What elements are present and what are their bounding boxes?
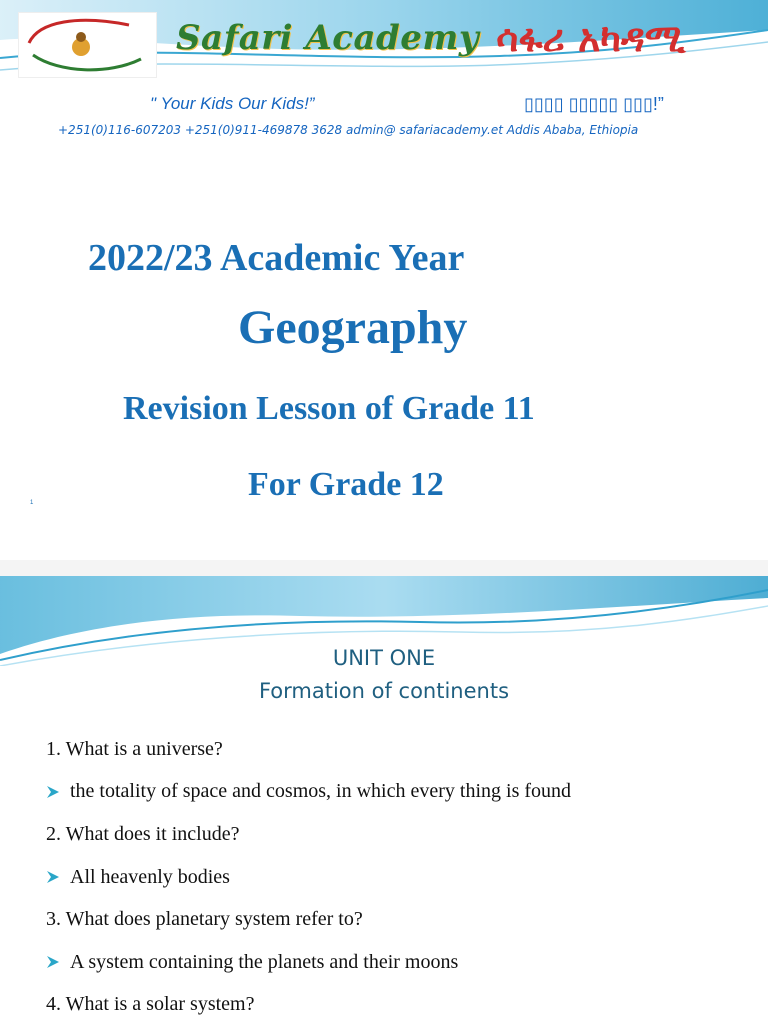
answer-item: the totality of space and cosmos, in which every thing is found [46, 771, 746, 814]
slide-number: 1 [30, 500, 34, 506]
brand-name-english: Safari Academy [176, 18, 480, 58]
subject-title: Geography [238, 301, 468, 354]
motto-amharic: ▯▯▯▯ ▯▯▯▯▯ ▯▯▯!” [524, 94, 664, 114]
unit-heading [0, 642, 768, 708]
academic-year-title: 2022/23 Academic Year [88, 237, 465, 279]
arrow-bullet-icon [46, 870, 70, 884]
grade-title: For Grade 12 [248, 466, 444, 503]
lesson-title: Revision Lesson of Grade 11 [123, 390, 535, 427]
slide-separator [0, 560, 768, 576]
question-item: 3. What does planetary system refer to? [46, 908, 363, 931]
arrow-bullet-icon [46, 955, 70, 969]
content-slide [0, 576, 768, 1024]
academy-logo [18, 12, 157, 78]
unit-label: UNIT ONE [332, 646, 436, 670]
arrow-bullet-icon [46, 785, 70, 799]
unit-title: Formation of continents [258, 679, 510, 703]
answer-item: A system containing the planets and their moons [46, 941, 746, 984]
motto-english: " Your Kids Our Kids!” [150, 94, 315, 113]
question-item: 1. What is a universe? [46, 737, 223, 760]
brand-name-amharic: ሳፋሪ አካዳሚ [496, 16, 686, 60]
answer-item: All heavenly bodies [46, 856, 746, 899]
question-item: 2. What does it include? [46, 822, 240, 845]
question-answer-list [46, 728, 746, 1024]
contact-info: +251(0)116-607203 +251(0)911-469878 3628 admin@ safariacademy.et Addis Ababa, Ethiopia [58, 123, 639, 137]
question-item: 4. What is a solar system? [46, 993, 255, 1016]
